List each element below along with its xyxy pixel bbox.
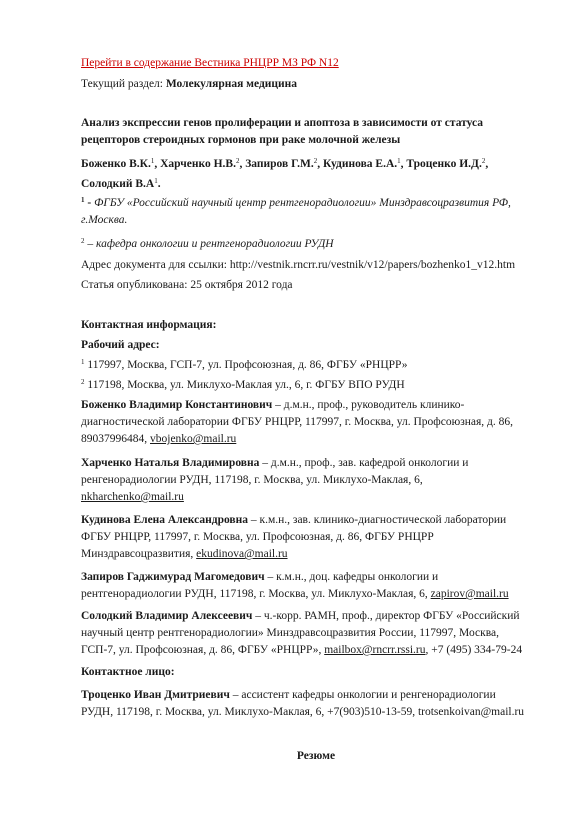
person-details: Минздравсоцразвития, (81, 548, 197, 560)
author: Запиров Г.М. (245, 158, 314, 170)
author-affiliation-mark: 2 (235, 157, 240, 165)
address-mark: 1 (81, 358, 85, 366)
person-details: РУДН, 117198, г. Москва, ул. Миклухо-Маклая, 6, +7(903)510-13-59, trotsenkoivan@mail.ru (81, 706, 525, 718)
author: Солодкий В.А (81, 178, 155, 190)
published-value: 25 октября 2012 года (190, 279, 293, 291)
contact-person-entry (81, 569, 551, 603)
author-separator: , (400, 158, 407, 170)
person-details: – к.м.н., зав. клинико-диагностической лаборатории (248, 514, 507, 526)
author: Боженко В.К. (81, 158, 151, 170)
email-link[interactable]: vbojenko@mail.ru (150, 433, 237, 445)
address-label: Адрес документа для ссылки: (81, 259, 230, 271)
address-text: 117997, Москва, ГСП-7, ул. Профсоюзная, д. 86, ФГБУ «РНЦРР» (84, 359, 408, 371)
person-details: ренгенорадиологии РУДН, 117198, г. Москва, ул. Миклухо-Маклая, 6, (81, 474, 423, 486)
current-section (81, 76, 551, 93)
affiliation-dash: - (84, 197, 95, 209)
person-name: Кудинова Елена Александровна (81, 514, 249, 526)
author-affiliation-mark: 1 (150, 157, 155, 165)
person-name: Боженко Владимир Константинович (81, 399, 273, 411)
author-separator: , (317, 158, 323, 170)
address-mark: 2 (81, 378, 85, 386)
person-details: рентгенорадиологии РУДН, 117198, г. Москва, ул. Миклухо-Маклая, 6, (81, 588, 431, 600)
title-line-1: Анализ экспрессии генов пролиферации и апоптоза в зависимости от статуса (81, 117, 484, 129)
author-separator: , (154, 158, 161, 170)
email-link[interactable]: ekudinova@mail.ru (196, 548, 288, 560)
work-address-2 (81, 377, 551, 394)
person-details: – д.м.н., проф., руководитель клинико- (272, 399, 465, 411)
author-separator: , (485, 158, 489, 170)
person-name: Харченко Наталья Владимировна (81, 457, 260, 469)
affiliation-text: ФГБУ «Российский научный центр рентгенорадиологии» Минздравсоцразвития РФ, (94, 197, 511, 209)
person-name: Солодкий Владимир Алексеевич (81, 610, 253, 622)
document-address (81, 257, 551, 274)
affiliation-text: – кафедра онкологии и рентгенорадиологии РУДН (84, 238, 334, 250)
author-affiliation-mark: 2 (313, 157, 318, 165)
affiliation-mark: 2 (81, 237, 85, 245)
affiliation-mark: 1 (81, 196, 85, 204)
author-affiliation-mark: 1 (154, 177, 158, 185)
person-details: – д.м.н., проф., зав. кафедрой онкологии и (259, 457, 469, 469)
person-details: научный центр рентгенорадиологии» Минздравсоцразвития России, 117997, Москва, (81, 627, 499, 639)
author-separator: , (239, 158, 246, 170)
published-label: Статья опубликована: (81, 279, 191, 291)
affiliation-2 (81, 236, 551, 253)
affiliation-1 (81, 195, 551, 229)
contact-person-entry (81, 512, 551, 563)
author-affiliation-mark: 2 (481, 157, 486, 165)
contact-person-entry (81, 397, 551, 448)
person-name: Троценко Иван Дмитриевич (81, 689, 230, 701)
email-link[interactable]: nkharchenko@mail.ru (81, 491, 184, 503)
author-list (81, 154, 551, 194)
section-value: Молекулярная медицина (165, 78, 298, 90)
journal-contents-link[interactable]: Перейти в содержание Вестника РНЦРР МЗ РФ N12 (81, 57, 339, 69)
author: Кудинова Е.А. (322, 158, 398, 170)
contact-person-entry (81, 608, 551, 659)
author-separator: . (157, 178, 161, 190)
person-details: – ассистент кафедры онкологии и ренгенорадиологии (229, 689, 496, 701)
person-details: – к.м.н., доц. кафедры онкологии и (264, 571, 439, 583)
article-title (81, 115, 551, 149)
contents-link-line (81, 55, 551, 72)
affiliation-city: г.Москва. (81, 214, 128, 226)
published-date (81, 277, 551, 294)
contact-info-heading: Контактная информация: (81, 319, 217, 331)
author-affiliation-mark: 1 (397, 157, 401, 165)
person-details: – ч.-корр. РАМН, проф., директор ФГБУ «Российский (252, 610, 520, 622)
person-details: 89037996484, (81, 433, 150, 445)
address-text: 117198, Москва, ул. Миклухо-Маклая ул., 6, г. ФГБУ ВПО РУДН (84, 379, 405, 391)
work-address-1 (81, 357, 551, 374)
email-link[interactable]: mailbox@rncrr.rssi.ru (324, 644, 426, 656)
contact-person-entry (81, 455, 551, 506)
section-label: Текущий раздел: (81, 78, 166, 90)
person-phone: , +7 (495) 334-79-24 (425, 644, 523, 656)
email-link[interactable]: zapirov@mail.ru (430, 588, 509, 600)
author: Троценко И.Д. (406, 158, 482, 170)
author: Харченко Н.В. (160, 158, 236, 170)
contact-person-main (81, 687, 551, 721)
work-address-heading: Рабочий адрес: (81, 339, 160, 351)
title-line-2: рецепторов стероидных гормонов при раке молочной железы (81, 134, 401, 146)
resume-heading: Резюме (296, 750, 336, 762)
address-url: http://vestnik.rncrr.ru/vestnik/v12/papers/bozhenko1_v12.htm (229, 259, 516, 271)
person-details: диагностической лаборатории ФГБУ РНЦРР, 117997, г. Москва, ул. Профсоюзная, д. 86, (81, 416, 514, 428)
contact-person-heading: Контактное лицо: (81, 666, 175, 678)
person-name: Запиров Гаджимурад Магомедович (81, 571, 265, 583)
person-details: ГСП-7, ул. Профсоюзная, д. 86, ФГБУ «РНЦРР», (81, 644, 325, 656)
person-details: ФГБУ РНЦРР, 117997, г. Москва, ул. Профсоюзная, д. 86, ФГБУ РНЦРР (81, 531, 434, 543)
